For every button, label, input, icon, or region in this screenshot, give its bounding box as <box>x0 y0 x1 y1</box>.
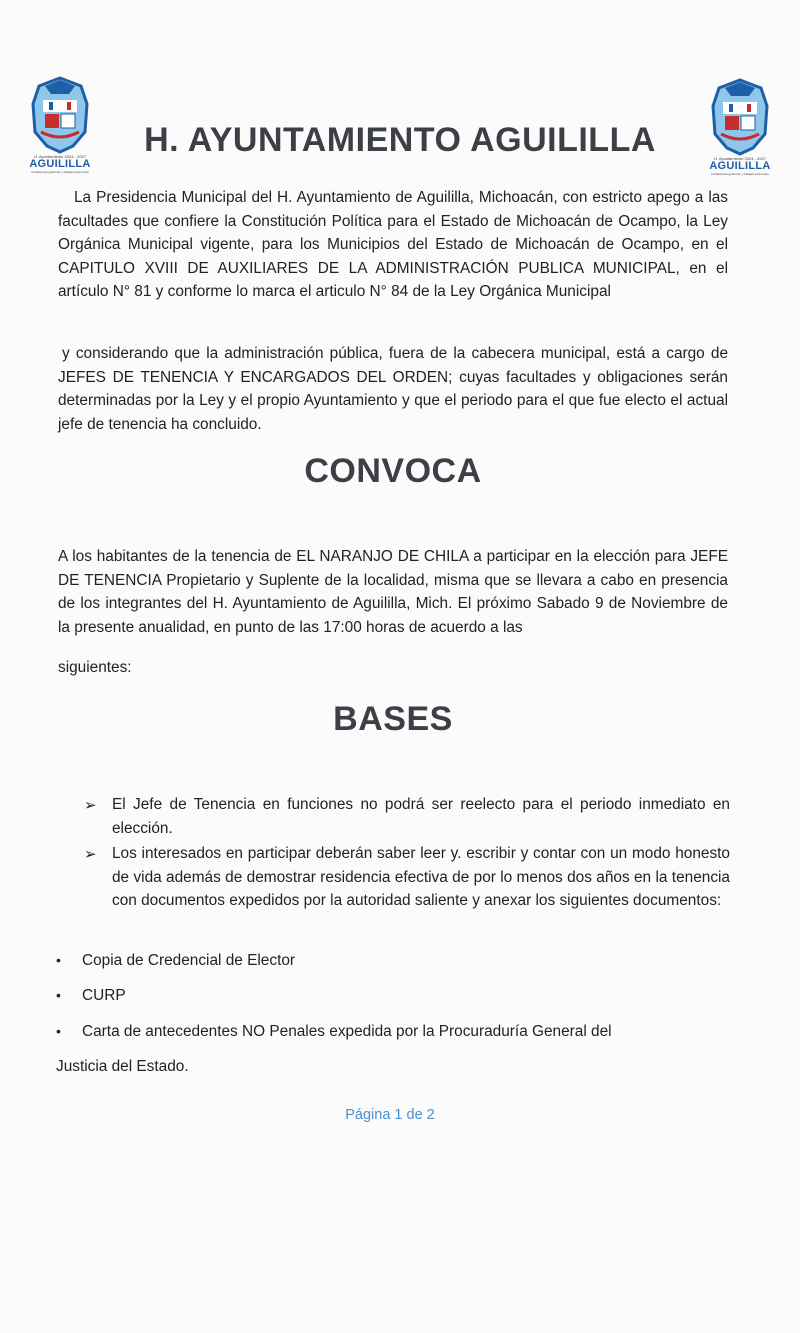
bullet-icon: • <box>56 1023 61 1039</box>
list-item <box>84 842 730 913</box>
intro-paragraph-1: La Presidencia Municipal del H. Ayuntamiento de Aguililla, Michoacán, con estricto apego a las facultades que confiere la Constitución Política para el Estado de Michoacán de Ocampo, la Ley Orgánica Municipal vigente, para los Municipios del Estado de Michoacán de Ocampo, en el CAPITULO XVIII DE AUXILIARES DE LA ADMINISTRACIÓN PUBLICA MUNICIPAL, en el artículo N° 81 y conforme lo marca el articulo N° 84 de la Ley Orgánica Municipal <box>58 189 728 300</box>
coat-of-arms-icon <box>709 78 771 156</box>
document-item-text: Carta de antecedentes NO Penales expedida por la Procuraduría General del <box>82 1023 612 1040</box>
bases-heading: BASES <box>333 700 453 738</box>
logo-small-text: H. Ayuntamiento 2024 - 2027 <box>34 154 86 159</box>
convoca-siguientes: siguientes: <box>58 659 132 676</box>
intro-paragraph-2: y considerando que la administración pública, fuera de la cabecera municipal, está a cargo de JEFES DE TENENCIA Y ENCARGADOS DEL ORDEN; cuyas facultades y obligaciones serán determinadas por la Ley y el propio Ayuntamiento y que el periodo para el que fue electo el actual jefe de tenencia ha concluido. <box>58 345 728 433</box>
logo-tagline: Unidad para gobernar y trabajar para todos <box>711 172 769 176</box>
document-item-continuation: Justicia del Estado. <box>56 1058 189 1075</box>
base-item-text: El Jefe de Tenencia en funciones no podrá ser reelecto para el periodo inmediato en elección. <box>112 796 730 837</box>
arrow-bullet-icon: ➢ <box>84 846 97 863</box>
bullet-icon: • <box>56 952 61 968</box>
municipal-logo-left <box>22 76 98 174</box>
logo-tagline: Unidad para gobernar y trabajar para todos <box>31 170 89 174</box>
logo-name: AGUILILLA <box>29 158 91 170</box>
logo-name: AGUILILLA <box>709 160 771 172</box>
convoca-paragraph: A los habitantes de la tenencia de EL NARANJO DE CHILA a participar en la elección para JEFE DE TENENCIA Propietario y Suplente de la localidad, misma que se llevara a cabo en presencia de los integrantes del H. Ayuntamiento de Aguililla, Mich. El próximo Sabado 9 de Noviembre de la presente anualidad, en punto de las 17:00 horas de acuerdo a las <box>58 548 728 636</box>
list-item <box>84 793 730 840</box>
municipal-logo-right <box>702 78 778 176</box>
base-item-text: Los interesados en participar deberán saber leer y. escribir y contar con un modo honesto de vida además de demostrar residencia efectiva de por lo menos dos años en la tenencia con documentos expedidos por la autoridad saliente y anexar los siguientes documentos: <box>112 845 730 909</box>
coat-of-arms-icon <box>29 76 91 154</box>
document-item-text: Copia de Credencial de Elector <box>82 952 296 969</box>
document-item <box>56 984 126 1007</box>
document-item-text: CURP <box>82 987 126 1004</box>
arrow-bullet-icon: ➢ <box>84 797 97 814</box>
bullet-icon: • <box>56 987 61 1003</box>
logo-small-text: H. Ayuntamiento 2024 - 2027 <box>714 156 766 161</box>
document-item <box>56 949 295 972</box>
document-title: H. AYUNTAMIENTO AGUILILLA <box>144 121 656 159</box>
bases-list <box>84 793 730 915</box>
convoca-heading: CONVOCA <box>304 452 482 490</box>
document-item <box>56 1020 612 1043</box>
page-number: Página 1 de 2 <box>345 1107 435 1123</box>
